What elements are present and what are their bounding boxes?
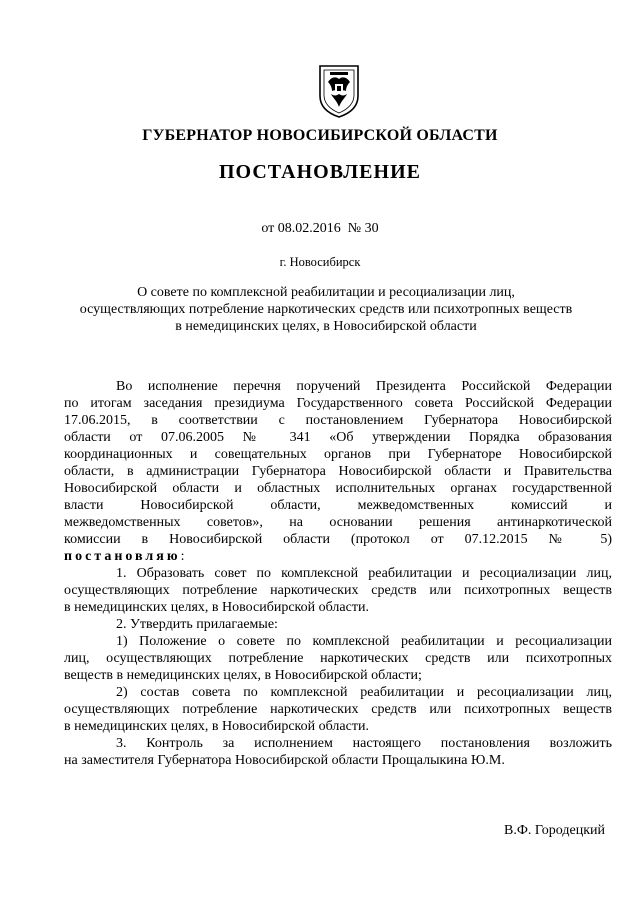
item-line: 2. Утвердить прилагаемые: xyxy=(116,617,278,632)
item-line: веществ в немедицинских целях, в Новосибирской области; xyxy=(64,668,422,683)
document-subject xyxy=(66,284,586,335)
item-line: лиц, осуществляющих потребление наркотических средств или психотропных xyxy=(64,651,612,666)
item-line: осуществляющих потребление наркотических средств или психотропных веществ xyxy=(64,702,612,717)
subject-line: в немедицинских целях, в Новосибирской области xyxy=(175,319,477,334)
document-type-title: ПОСТАНОВЛЕНИЕ xyxy=(219,161,421,183)
item-line: в немедицинских целях, в Новосибирской области. xyxy=(64,719,369,734)
subject-line: О совете по комплексной реабилитации и ресоциализации лиц, xyxy=(137,285,515,300)
item-line: 3. Контроль за исполнением настоящего постановления возложить xyxy=(116,736,612,751)
preamble-line: комиссии в Новосибирской области (протокол от 07.12.2015 № 5) xyxy=(64,532,612,547)
coat-of-arms-emblem xyxy=(316,62,362,118)
decree-line xyxy=(64,548,612,565)
decree-colon: : xyxy=(180,549,185,564)
preamble-line: области от 07.06.2005 № 341 «Об утверждении Порядка образования xyxy=(64,430,612,445)
preamble-line: власти Новосибирской области, межведомственных комиссий и xyxy=(64,498,612,513)
preamble-line: Новосибирской области и областных исполнительных органах государственной xyxy=(64,481,612,496)
item-line: 2) состав совета по комплексной реабилитации и ресоциализации лиц, xyxy=(116,685,612,700)
preamble-line: по итогам заседания президиума Государственного совета Российской Федерации xyxy=(64,396,612,411)
issuing-authority: ГУБЕРНАТОР НОВОСИБИРСКОЙ ОБЛАСТИ xyxy=(142,127,498,144)
date-and-number: от 08.02.2016 № 30 xyxy=(261,221,379,236)
item-line: осуществляющих потребление наркотических средств или психотропных веществ xyxy=(64,583,612,598)
item-2 xyxy=(64,616,612,633)
item-1 xyxy=(64,565,612,616)
preamble-line: 17.06.2015, в соответствии с постановлением Губернатора Новосибирской xyxy=(64,413,612,428)
item-2-2 xyxy=(64,684,612,735)
item-2-1 xyxy=(64,633,612,684)
item-line: 1) Положение о совете по комплексной реабилитации и ресоциализации xyxy=(116,634,612,649)
preamble-line: межведомственных советов», на основании решения антинаркотической xyxy=(64,515,612,530)
decree-word: постановляю xyxy=(64,549,181,564)
subject-line: осуществляющих потребление наркотических средств или психотропных веществ xyxy=(79,302,573,317)
preamble-paragraph xyxy=(64,378,612,565)
place-of-issue: г. Новосибирск xyxy=(279,255,361,269)
item-3 xyxy=(64,735,612,769)
preamble-line: области, в администрации Губернатора Новосибирской области и Правительства xyxy=(64,464,612,479)
preamble-line: Во исполнение перечня поручений Президента Российской Федерации xyxy=(116,379,612,394)
item-line: в немедицинских целях, в Новосибирской области. xyxy=(64,600,369,615)
preamble-line: координационных и совещательных органов при Губернаторе Новосибирской xyxy=(64,447,612,462)
item-line: на заместителя Губернатора Новосибирской области Прощалыкина Ю.М. xyxy=(64,753,505,768)
signature-name: В.Ф. Городецкий xyxy=(504,823,605,838)
item-line: 1. Образовать совет по комплексной реабилитации и ресоциализации лиц, xyxy=(116,566,612,581)
